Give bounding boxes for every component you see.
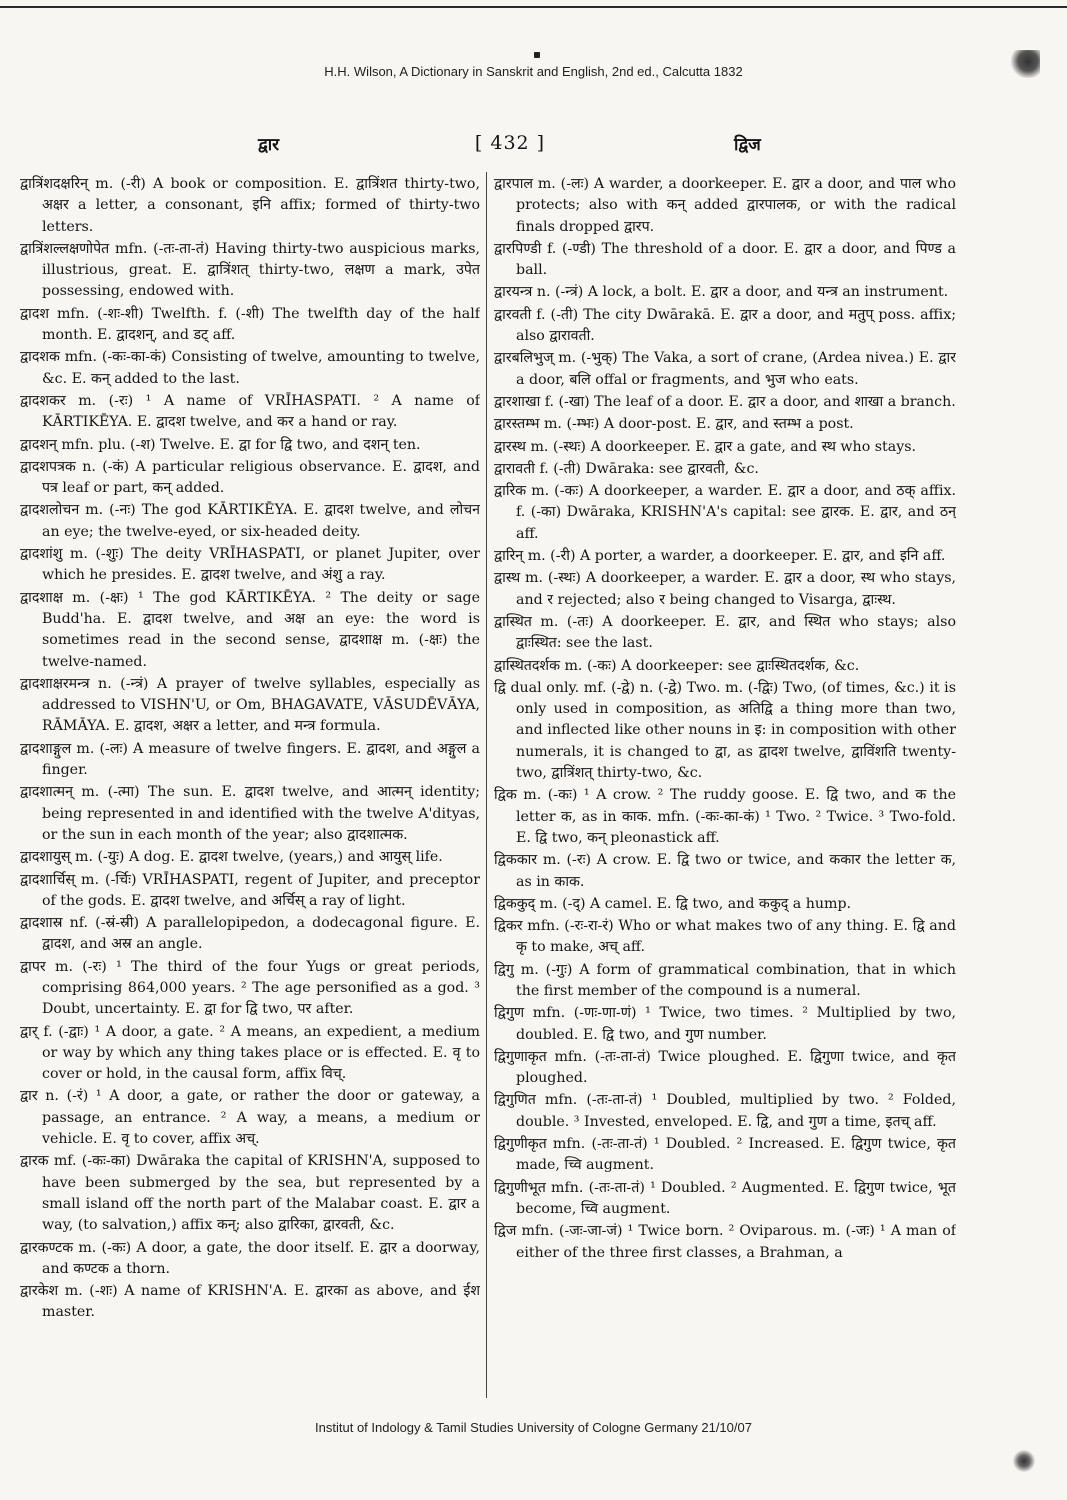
dictionary-entry: द्वारशाखा f. (-खा) The leaf of a door. E. द्वार a door, and शाखा a branch. <box>494 393 956 410</box>
dictionary-entry: द्वादशाक्षरमन्त्र n. (-न्त्रं) A prayer of twelve syllables, especially as addressed to VISHN'U, or Om, BHAGAVATE, VĀSUDĒVĀYA, RĀMĀYA. E. द्वादश, अक्षर a letter, and मन्त्र formula. <box>20 675 480 735</box>
dictionary-entry: द्वादशात्मन् m. (-त्मा) The sun. E. द्वादश twelve, and आत्मन् identity; being represented in and identified with the twelve A'dityas, or the sun in each month of the year; also द्वादशात्मक. <box>20 784 480 843</box>
dictionary-entry: द्विगुण mfn. (-णः-णा-णं) ¹ Twice, two times. ² Multiplied by two, doubled. E. द्वि two, and गुण number. <box>494 1005 956 1043</box>
dictionary-entry: द्वादशांशु m. (-शुः) The deity VRĪHASPATI, or planet Jupiter, over which he presides. E. द्वादश twelve, and अंशु a ray. <box>20 546 480 584</box>
dictionary-entry: द्वारपिण्डी f. (-ण्डी) The threshold of a door. E. द्वार a door, and पिण्ड a ball. <box>494 240 956 279</box>
dictionary-entry: द्वास्थितदर्शक m. (-कः) A doorkeeper: see द्वाःस्थितदर्शक, &c. <box>494 657 860 674</box>
dictionary-entry: द्वारस्थ m. (-स्थः) A doorkeeper. E. द्वार a gate, and स्थ who stays. <box>494 438 916 455</box>
running-head-left: द्वार <box>258 135 280 155</box>
dictionary-entry: द्वि dual only. mf. (-द्वे) n. (-द्वे) Two. m. (-द्विः) Two, (of times, &c.) it is only used in composition, as अतिद्वि a thing more than two, and inflected like other nouns in इ: in composition with other numerals, it is changed to द्वा, as द्वादश twelve, द्वाविंशति twenty-two, द्वात्रिंशत् thirty-two, &c. <box>494 679 956 782</box>
dictionary-entry: द्विगुणित mfn. (-तः-ता-तं) ¹ Doubled, multiplied by two. ² Folded, double. ³ Invested, enveloped. E. द्वि, and गुण a time, इतच् aff. <box>494 1092 956 1130</box>
source-header: H.H. Wilson, A Dictionary in Sanskrit and English, 2nd ed., Calcutta 1832 <box>324 64 743 79</box>
left-column <box>20 174 480 1399</box>
dictionary-entry: द्वारवती f. (-ती) The city Dwārakā. E. द्वार a door, and मतुप् poss. affix; also द्वारावती. <box>494 306 956 345</box>
dictionary-entry: द्विगुणीकृत mfn. (-तः-ता-तं) ¹ Doubled. ² Increased. E. द्विगुण twice, कृत made, च्वि augment. <box>494 1136 956 1174</box>
dictionary-entry: द्वादशार्चिस् m. (-र्चिः) VRĪHASPATI, regent of Jupiter, and preceptor of the gods. E. द्वादश twelve, and अर्चिस् a ray of light. <box>20 871 480 909</box>
dictionary-entry: द्विगु m. (-गुः) A form of grammatical combination, that in which the first member of the compound is a numeral. <box>494 961 956 999</box>
dictionary-entry: द्वारपाल m. (-लः) A warder, a doorkeeper. E. द्वार a door, and पाल who protects; also with कन् added द्वारपालक, or with the radical finals dropped द्वारप. <box>494 176 956 235</box>
page-number: [ 432 ] <box>474 132 546 154</box>
dictionary-entry: द्वादशकर m. (-रः) ¹ A name of VRĪHASPATI. ² A name of KĀRTIKĒYA. E. द्वादश twelve, and कर a hand or ray. <box>20 392 480 431</box>
top-scan-border <box>0 6 1067 8</box>
dictionary-entry: द्वारकेश m. (-शः) A name of KRISHN'A. E. द्वारका as above, and ईश master. <box>20 1283 480 1321</box>
dictionary-entry: द्वारिक m. (-कः) A doorkeeper, a warder. E. द्वार a door, and ठक् affix. f. (-का) Dwāraka, KRISHN'A's capital: see द्वारक. E. द्वार, and ठन् aff. <box>494 483 956 542</box>
dictionary-entry: द्विगुणीभूत mfn. (-तः-ता-तं) ¹ Doubled. ² Augmented. E. द्विगुण twice, भूत become, च्वि augment. <box>494 1179 956 1217</box>
dictionary-entry: द्विक m. (-कः) ¹ A crow. ² The ruddy goose. E. द्वि two, and क the letter क, as in काक. mfn. (-कः-का-कं) ¹ Two. ² Twice. ³ Two-fold. E. द्वि two, कन् pleonastick aff. <box>494 787 956 846</box>
dictionary-entry: द्विकर mfn. (-रः-रा-रं) Who or what makes two of any thing. E. द्वि and कृ to make, अच् aff. <box>494 918 956 956</box>
dictionary-entry: द्वारावती f. (-ती) Dwāraka: see द्वारवती, &c. <box>494 460 759 477</box>
dictionary-entry: द्वार् f. (-द्वाः) ¹ A door, a gate. ² A means, an expedient, a medium or way by which any thing takes place or is effected. E. वृ to cover or hold, in the causal form, affix विच्. <box>20 1023 480 1083</box>
dictionary-entry: द्वादश mfn. (-शः-शी) Twelfth. f. (-शी) The twelfth day of the half month. E. द्वादशन्, and डट् aff. <box>20 305 480 344</box>
dictionary-entry: द्वादशलोचन m. (-नः) The god KĀRTIKĒYA. E. द्वादश twelve, and लोचन an eye; the twelve-eyed, or six-headed deity. <box>20 502 480 540</box>
dictionary-entry: द्वादशायुस् m. (-युः) A dog. E. द्वादश twelve, (years,) and आयुस् life. <box>20 849 443 866</box>
dictionary-entry: द्वापर m. (-रः) ¹ The third of the four Yugs or great periods, comprising 864,000 years. ² The age personified as a god. ³ Doubt, uncertainty. E. द्वा for द्वि two, पर after. <box>20 958 480 1018</box>
dictionary-entry: द्वादशन् mfn. plu. (-श) Twelve. E. द्वा for द्वि two, and दशन् ten. <box>20 436 421 453</box>
dictionary-entry: द्वारयन्त्र n. (-न्त्रं) A lock, a bolt. E. द्वार a door, and यन्त्र an instrument. <box>494 284 949 301</box>
dictionary-entry: द्वादशपत्रक n. (-कं) A particular religious observance. E. द्वादश, and पत्र leaf or part, कन् added. <box>20 458 480 497</box>
dictionary-entry: द्वास्थ m. (-स्थः) A doorkeeper, a warder. E. द्वार a door, स्थ who stays, and र rejected; also र being changed to Visarga, द्वाःस्थ. <box>494 570 956 608</box>
dictionary-entry: द्वारक mf. (-कः-का) Dwāraka the capital of KRISHN'A, supposed to have been submerged by the sea, but represented by a small island off the north part of the Malabar coast. E. द्वार a way, (to salvation,) affix कन्; also द्वारिका, द्वारवती, &c. <box>20 1153 480 1234</box>
column-divider <box>486 172 487 1398</box>
dictionary-entry: द्विगुणाकृत mfn. (-तः-ता-तं) Twice ploughed. E. द्विगुणा twice, and कृत ploughed. <box>494 1048 956 1087</box>
dictionary-entry: द्विककार m. (-रः) A crow. E. द्वि two or twice, and ककार the letter क, as in काक. <box>494 852 956 890</box>
dictionary-entry: द्वात्रिंशदक्षरिन् m. (-री) A book or composition. E. द्वात्रिंशत thirty-two, अक्षर a letter, a consonant, इनि affix; formed of thirty-two letters. <box>20 176 480 235</box>
dictionary-entry: द्वादशक mfn. (-कः-का-कं) Consisting of twelve, amounting to twelve, &c. E. कन् added to the last. <box>20 349 480 387</box>
dictionary-entry: द्वात्रिंशल्लक्षणोपेत mfn. (-तः-ता-तं) Having thirty-two auspicious marks, illustrious, great. E. द्वात्रिंशत् thirty-two, लक्षण a mark, उपेत possessing, endowed with. <box>20 240 480 300</box>
scan-artifact-dot <box>534 52 540 58</box>
dictionary-entry: द्वास्थित m. (-तः) A doorkeeper. E. द्वार, and स्थित who stays; also द्वाःस्थित: see the last. <box>494 613 956 652</box>
source-footer: Institut of Indology & Tamil Studies University of Cologne Germany 21/10/07 <box>315 1420 752 1435</box>
dictionary-entry: द्वारस्तम्भ m. (-म्भः) A door-post. E. द्वार, and स्तम्भ a post. <box>494 416 854 433</box>
dictionary-entry: द्वादशाङ्गुल m. (-लः) A measure of twelve fingers. E. द्वादश, and अङ्गुल a finger. <box>20 740 480 779</box>
dictionary-entry: द्वारबलिभुज् m. (-भुक्) The Vaka, a sort of crane, (Ardea nivea.) E. द्वार a door, बलि offal or fragments, and भुज who eats. <box>494 350 956 388</box>
right-column <box>494 174 956 1399</box>
dictionary-entry: द्वादशाक्ष m. (-क्षः) ¹ The god KĀRTIKĒYA. ² The deity or sage Budd'ha. E. द्वादश twelve, and अक्ष an eye: the word is sometimes read in the second sense, द्वादशाक्ष m. (-क्षः) the twelve-named. <box>20 589 480 670</box>
dictionary-entry: द्विज mfn. (-जः-जा-जं) ¹ Twice born. ² Oviparous. m. (-जः) ¹ A man of either of the three first classes, a Brahman, a <box>494 1223 956 1261</box>
dictionary-entry: द्वार n. (-रं) ¹ A door, a gate, or rather the door or gateway, a passage, an entrance. ² A way, a means, a medium or vehicle. E. वृ to cover, affix अच्. <box>20 1088 480 1148</box>
dictionary-entry: द्विककुद् m. (-द्) A camel. E. द्वि two, and ककुद् a hump. <box>494 895 852 912</box>
running-head-right: द्विज <box>734 135 761 155</box>
scan-artifact-speck <box>1012 1450 1036 1472</box>
dictionary-entry: द्वारिन् m. (-री) A porter, a warder, a doorkeeper. E. द्वार, and इनि aff. <box>494 548 946 565</box>
dictionary-entry: द्वादशास्र nf. (-स्रं-स्री) A parallelopipedon, a dodecagonal figure. E. द्वादश, and अस्र an angle. <box>20 915 480 953</box>
dictionary-entry: द्वारकण्टक m. (-कः) A door, a gate, the door itself. E. द्वार a doorway, and कण्टक a thorn. <box>20 1239 480 1277</box>
